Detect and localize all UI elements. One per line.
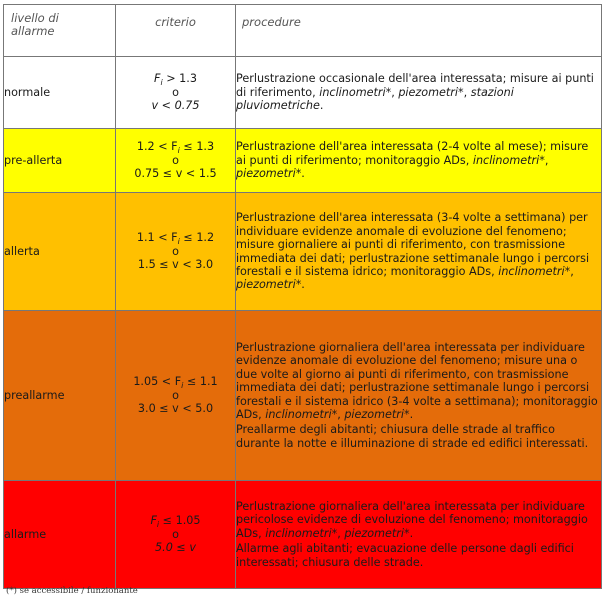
- proc-piezometri: piezometri: [398, 85, 459, 99]
- crit-sub: i: [177, 237, 180, 247]
- proc-inclinometri: inclinometri: [498, 264, 565, 278]
- level-cell: allarme: [4, 481, 116, 589]
- proc-sep: *,: [539, 153, 549, 167]
- criterion-cell: [116, 193, 236, 311]
- crit-a-rest: > 1.3: [162, 72, 197, 86]
- proc-piezometri: piezometri: [236, 167, 296, 181]
- crit-b: 0.75 ≤ v < 1.5: [134, 167, 217, 181]
- header-row: [4, 5, 602, 57]
- proc-inclinometri: inclinometri: [472, 153, 540, 167]
- proc-paragraph-2: Preallarme degli abitanti; chiusura delle strade al traffico durante la notte e illuminazione di strade ed edifici interessati.: [236, 423, 589, 450]
- proc-inclinometri: inclinometri: [319, 85, 386, 99]
- proc-text: Perlustrazione dell'area interessata (2-4 volte al mese); misure ai punti di riferimento; monitoraggio ADs,: [236, 140, 589, 167]
- criterion-cell: [116, 311, 236, 481]
- row-allarme: [4, 481, 602, 589]
- footnote: (*) se accessibile / funzionante: [6, 586, 138, 596]
- crit-a: 1.05 < F: [133, 375, 182, 389]
- crit-sub: i: [160, 78, 163, 88]
- crit-or: o: [172, 527, 179, 541]
- proc-end: .: [319, 99, 324, 113]
- crit-a-rest: ≤ 1.1: [183, 375, 218, 389]
- crit-b: 3.0 ≤ v < 5.0: [137, 402, 214, 416]
- crit-a-rest: ≤ 1.05: [159, 514, 201, 528]
- header-criterio: criterio: [116, 5, 236, 57]
- proc-piezometri: piezometri: [344, 407, 405, 421]
- crit-a: 1.2 < F: [136, 140, 178, 154]
- proc-sep: *,: [385, 85, 399, 99]
- header-livello-line2: allarme: [11, 24, 55, 39]
- level-cell: preallarme: [4, 311, 116, 481]
- crit-or: o: [172, 153, 179, 167]
- row-allerta: [4, 193, 602, 311]
- procedure-cell: [236, 481, 602, 589]
- crit-a: F: [154, 72, 161, 86]
- alarm-levels-table: [3, 4, 602, 589]
- crit-sub: i: [177, 146, 180, 156]
- proc-piezometri: piezometri: [344, 526, 405, 540]
- proc-end: *.: [404, 407, 414, 421]
- proc-text: Perlustrazione giornaliera dell'area interessata per individuare pericolose evidenze di evoluzione del fenomeno; monitoraggio ADs,: [236, 499, 588, 540]
- crit-a-rest: ≤ 1.2: [179, 231, 215, 245]
- proc-paragraph-2: Allarme agli abitanti; evacuazione delle persone dagli edifici interessati; chiusura delle strade.: [236, 542, 574, 569]
- level-cell: normale: [4, 57, 116, 129]
- proc-paragraph-1: [236, 500, 601, 540]
- proc-text: Perlustrazione dell'area interessata (3-4 volte a settimana) per individuare evidenze anomale di evoluzione del fenomeno; misure giornaliere ai punti di riferimento, con trasmissione immediata dei dati; perlustrazione settimanale lungo i percorsi forestali e il sistema idrico; monitoraggio ADs,: [236, 211, 590, 278]
- procedure-cell: [236, 193, 602, 311]
- crit-a: F: [150, 514, 157, 528]
- header-livello-line1: livello di: [11, 11, 59, 25]
- crit-a: 1.1 < F: [136, 231, 178, 245]
- proc-end: *.: [295, 167, 305, 181]
- level-cell: pre-allerta: [4, 129, 116, 193]
- procedure-cell: [236, 57, 602, 129]
- proc-sep: *,: [331, 407, 345, 421]
- row-preallarme: [4, 311, 602, 481]
- procedure-cell: [236, 311, 602, 481]
- crit-sub: i: [181, 381, 184, 391]
- crit-b: 1.5 ≤ v < 3.0: [137, 258, 214, 272]
- proc-sep: *,: [458, 85, 471, 99]
- proc-piezometri: piezometri: [236, 278, 296, 292]
- proc-end: *.: [295, 278, 305, 292]
- criterion-cell: [116, 57, 236, 129]
- criterion-cell: [116, 481, 236, 589]
- level-cell: allerta: [4, 193, 116, 311]
- proc-paragraph-1: [236, 341, 601, 421]
- header-livello: [4, 5, 116, 57]
- row-normale: [4, 57, 602, 129]
- crit-b: 5.0 ≤ v: [155, 541, 196, 555]
- criterion-cell: [116, 129, 236, 193]
- proc-text: Perlustrazione occasionale dell'area interessata; misure ai punti di riferimento,: [236, 72, 594, 99]
- crit-a-rest: ≤ 1.3: [179, 140, 215, 154]
- proc-inclinometri: inclinometri: [265, 526, 332, 540]
- proc-stazioni: stazioni pluviometriche: [236, 85, 514, 113]
- proc-sep: *,: [564, 264, 574, 278]
- proc-inclinometri: inclinometri: [265, 407, 332, 421]
- procedure-cell: [236, 129, 602, 193]
- crit-b: v < 0.75: [151, 99, 200, 113]
- proc-text: Perlustrazione giornaliera dell'area interessata per individuare evidenze anomale di evoluzione del fenomeno; misure una o due volte al giorno ai punti di riferimento, con trasmissione immediata dei dati; perlustrazione settimanale lungo i percorsi forestali e il sistema idrico (3-4 volte a settimana); monitoraggio ADs,: [236, 340, 598, 421]
- proc-sep: *,: [331, 526, 345, 540]
- crit-or: o: [172, 388, 179, 402]
- row-pre-allerta: [4, 129, 602, 193]
- crit-or: o: [172, 244, 179, 258]
- crit-or: o: [172, 85, 179, 99]
- header-procedure: procedure: [236, 5, 602, 57]
- proc-end: *.: [404, 526, 414, 540]
- crit-sub: i: [156, 520, 160, 530]
